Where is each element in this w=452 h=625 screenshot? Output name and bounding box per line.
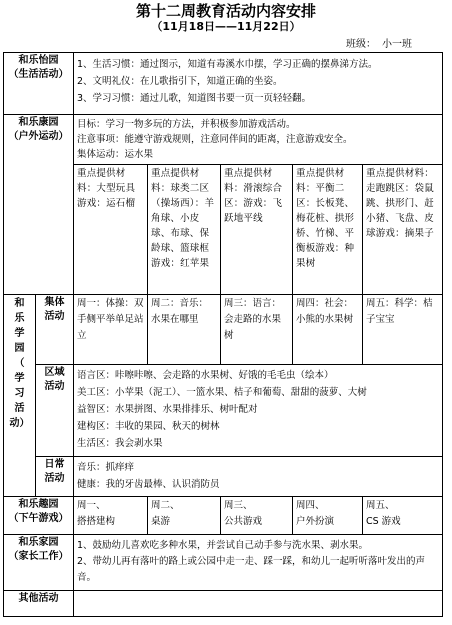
- area-content: [74, 365, 443, 457]
- outdoor-goal: 目标：学习一物多玩的方法，并积极参加游戏活动。: [77, 119, 296, 130]
- afternoon-row: [4, 497, 443, 535]
- group-day-1: 周一：体操：双手侧平举单足站立: [74, 295, 148, 365]
- family-item: 2、带幼儿再有落叶的路上或公园中走一走、踩一踩，和幼儿一起听听落叶发出的声音。: [77, 556, 426, 583]
- area-item: 美工区：小苹果（泥工）、一篮水果、桔子和葡萄、甜甜的菠萝、大树: [77, 387, 367, 398]
- focus-material-4: 重点提供材料：平衡二区：长板凳、梅花桩、拱形桥、竹梯、平衡板游戏：种果树: [293, 165, 363, 295]
- focus-material-3: 重点提供材料：滑滚综合区：游戏：飞跃地平线: [221, 165, 293, 295]
- afternoon-label: 和乐趣园 （下午游戏）: [4, 497, 74, 535]
- outdoor-label: 和乐康园 （户外运动）: [4, 115, 74, 295]
- daily-activity-label: 日常 活动: [36, 457, 74, 497]
- group-day-2: 周二：音乐：水果在哪里: [148, 295, 221, 365]
- study-group-row: [4, 295, 443, 365]
- afternoon-day-4: 周四、 户外扮演: [293, 497, 363, 535]
- afternoon-day-5: 周五、 CS 游戏: [363, 497, 443, 535]
- class-info: [346, 39, 412, 51]
- group-day-3: 周三：语言：会走路的水果树: [221, 295, 293, 365]
- group-day-4: 周四：社会：小熊的水果树: [293, 295, 363, 365]
- life-item: 1、生活习惯：通过图示，知道有毒溪水巾摆，学习正确的摆鼻涕方法。: [77, 59, 378, 70]
- class-label: 班级：: [346, 39, 376, 50]
- other-row: [4, 591, 443, 617]
- family-item: 1、鼓励幼儿喜欢吃多种水果，并尝试自己动手参与洗水果、剥水果。: [77, 540, 369, 551]
- daily-content: [74, 457, 443, 497]
- schedule-table: [3, 52, 443, 617]
- area-activity-label: 区域 活动: [36, 365, 74, 457]
- outdoor-goal-row: [4, 115, 443, 165]
- focus-material-1: 重点提供材料：大型玩具游戏：运石榴: [74, 165, 148, 295]
- focus-material-5: 重点提供材料：走跑跳区：袋鼠跳、拱形门、赶小猪、飞盘、皮球游戏：摘果子: [363, 165, 443, 295]
- area-item: 语言区：咔嚓咔嚓、会走路的水果树、好饿的毛毛虫（绘本）: [77, 370, 334, 381]
- outdoor-group: 集体运动：运水果: [77, 149, 154, 160]
- life-content: [74, 53, 443, 115]
- afternoon-day-2: 周二、 桌游: [148, 497, 221, 535]
- afternoon-day-1: 周一、 搭搭建构: [74, 497, 148, 535]
- daily-item: 健康：我的牙齿最棒、认识消防员: [77, 479, 220, 490]
- life-item: 3、学习习惯：通过儿歌，知道图书要一页一页轻轻翻。: [77, 93, 312, 104]
- daily-item: 音乐：抓痒痒: [77, 462, 135, 473]
- other-label: 其他活动: [4, 591, 74, 617]
- page-title: 第十二周教育活动内容安排: [135, 2, 316, 20]
- afternoon-day-3: 周三、 公共游戏: [221, 497, 293, 535]
- study-area-row: [4, 365, 443, 457]
- family-label: 和乐家园 （家长工作）: [4, 535, 74, 591]
- family-row: [4, 535, 443, 591]
- date-range: （11月18日——11月22日）: [151, 20, 301, 33]
- outdoor-notice: 注意事项：能遵守游戏规则，注意同伴间的距离，注意游戏安全。: [77, 134, 353, 145]
- outdoor-goal-cell: [74, 115, 443, 165]
- area-item: 益智区：水果拼图、水果排排乐、树叶配对: [77, 404, 258, 415]
- family-content: [74, 535, 443, 591]
- class-value: 小一班: [382, 39, 412, 50]
- life-row: [4, 53, 443, 115]
- group-activity-label: 集体 活动: [36, 295, 74, 365]
- life-item: 2、文明礼仪：在儿歌指引下，知道正确的坐姿。: [77, 76, 283, 87]
- area-item: 生活区：我会剥水果: [77, 438, 163, 449]
- area-item: 建构区：丰收的果园、秋天的树林: [77, 421, 220, 432]
- study-daily-row: [4, 457, 443, 497]
- other-content: [74, 591, 443, 617]
- group-day-5: 周五：科学：桔子宝宝: [363, 295, 443, 365]
- focus-material-2: 重点提供材料：球类二区（操场西）：羊角球、小皮球、布球、保龄球、篮球框游戏：红苹果: [148, 165, 221, 295]
- study-label: 和 乐 学 园 （ 学 习 活 动）: [4, 295, 36, 497]
- life-label: 和乐怡园 （生活活动）: [4, 53, 74, 115]
